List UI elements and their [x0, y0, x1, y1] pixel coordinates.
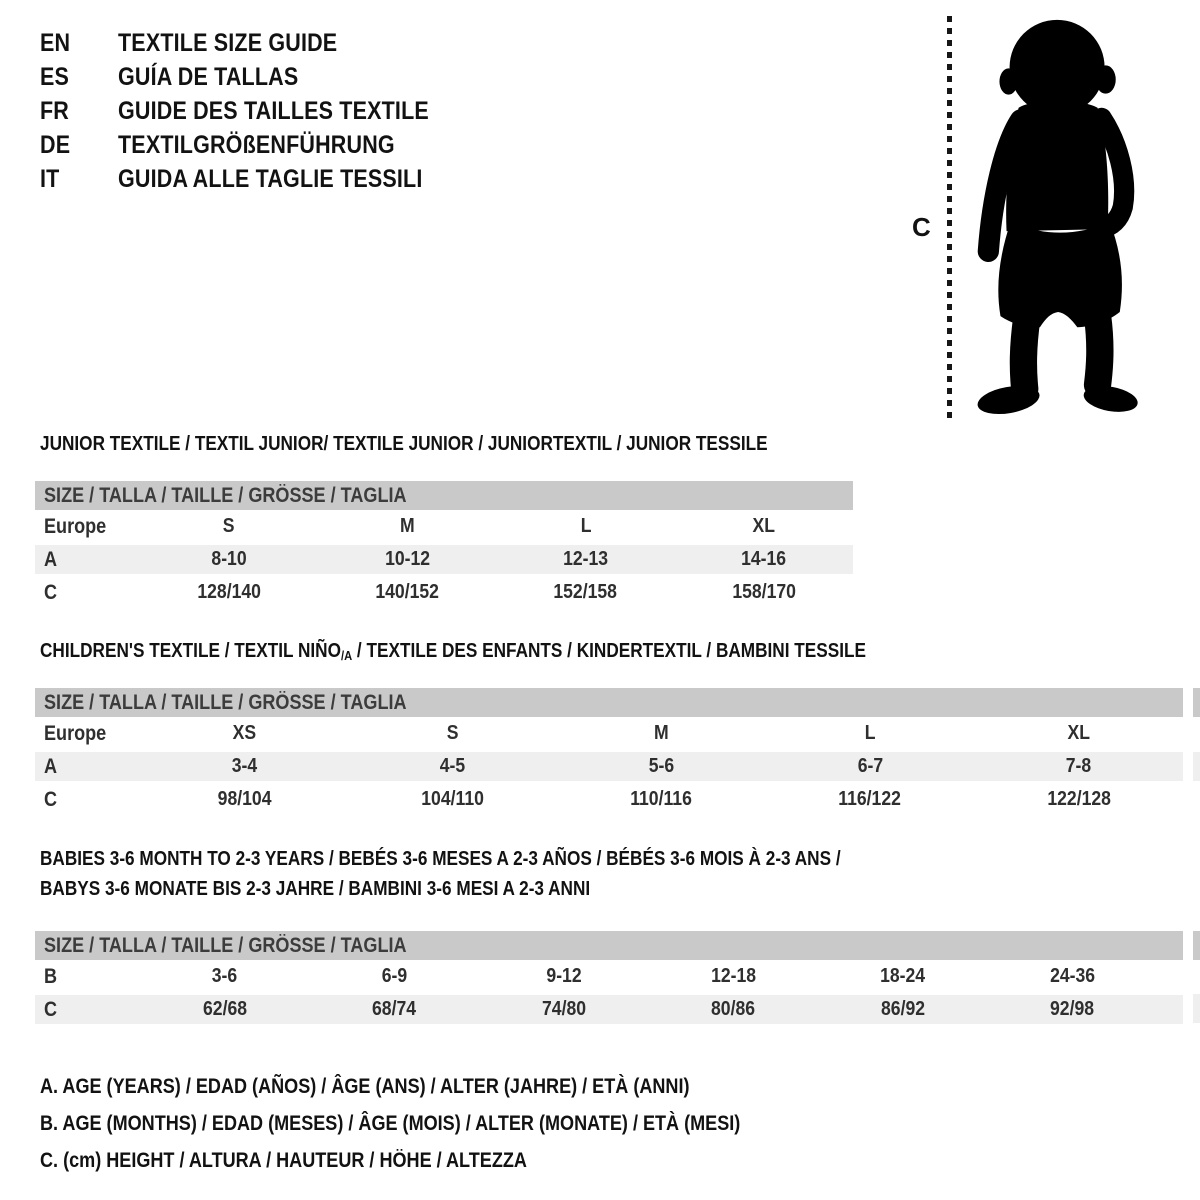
- height-marker-label: C: [912, 212, 931, 242]
- cropped-table-edge: [1193, 994, 1200, 1023]
- table-cell: 4-5: [440, 755, 466, 777]
- babies-row-height-cm: [35, 993, 1183, 1026]
- row-label: C: [44, 997, 58, 1021]
- babies-size-header-bar: SIZE / TALLA / TAILLE / GRÖSSE / TAGLIA: [35, 931, 1183, 960]
- junior-row-height-cm: [35, 576, 853, 609]
- guide-title-en: TEXTILE SIZE GUIDE: [118, 28, 338, 57]
- table-cell: 116/122: [838, 788, 902, 810]
- table-cell: 128/140: [197, 581, 261, 603]
- children-row-europe: [35, 717, 1183, 750]
- table-cell: 86/92: [880, 998, 925, 1020]
- table-cell: 12-13: [563, 548, 609, 570]
- cropped-table-edge: [1193, 931, 1200, 960]
- table-cell: 110/116: [630, 788, 693, 810]
- table-cell: S: [447, 722, 459, 744]
- row-label: A: [44, 547, 58, 571]
- table-cell: 98/104: [217, 788, 272, 810]
- table-cell: 24-36: [1049, 965, 1095, 987]
- language-code: IT: [40, 164, 60, 193]
- children-size-header-bar: SIZE / TALLA / TAILLE / GRÖSSE / TAGLIA: [35, 688, 1183, 717]
- table-cell: 9-12: [546, 965, 582, 987]
- babies-size-table: [35, 931, 1183, 1026]
- babies-row-age-months: [35, 960, 1183, 993]
- legend-line-a: A. AGE (YEARS) / EDAD (AÑOS) / ÂGE (ANS) / ALTER (JAHRE) / ETÀ (ANNI): [40, 1074, 690, 1098]
- table-cell: XL: [1067, 722, 1090, 744]
- language-code: FR: [40, 96, 70, 125]
- table-cell: 104/110: [421, 788, 485, 810]
- table-cell: 92/98: [1050, 998, 1095, 1020]
- language-row-en: [40, 26, 480, 60]
- babies-section-title: [40, 844, 971, 904]
- cropped-table-edge: [1193, 752, 1200, 781]
- table-cell: 7-8: [1065, 755, 1092, 777]
- table-cell: 68/74: [372, 998, 417, 1020]
- junior-size-table: [35, 481, 853, 609]
- table-cell: 158/170: [732, 581, 796, 603]
- language-row-de: [40, 128, 480, 162]
- children-row-height-cm: [35, 783, 1183, 816]
- height-measure-dashed-line: [947, 16, 952, 418]
- table-cell: 12-18: [710, 965, 756, 987]
- table-cell: XS: [232, 722, 257, 744]
- guide-title-de: TEXTILGRÖßENFÜHRUNG: [118, 130, 395, 159]
- row-label: C: [44, 580, 58, 604]
- table-cell: M: [400, 515, 415, 537]
- table-cell: XL: [752, 515, 776, 537]
- table-cell: 140/152: [375, 581, 440, 603]
- babies-title-line2: BABYS 3-6 MONATE BIS 2-3 JAHRE / BAMBINI 3-6 MESI A 2-3 ANNI: [40, 878, 591, 900]
- row-label: C: [44, 787, 58, 811]
- language-code: ES: [40, 62, 70, 91]
- guide-title-fr: GUIDE DES TAILLES TEXTILE: [118, 96, 429, 125]
- babies-title-line1: BABIES 3-6 MONTH TO 2-3 YEARS / BEBÉS 3-6 MESES A 2-3 AÑOS / BÉBÉS 3-6 MOIS À 2-3 ANS /: [40, 848, 841, 870]
- table-cell: L: [580, 515, 592, 537]
- language-row-es: [40, 60, 480, 94]
- table-cell: 14-16: [741, 548, 787, 570]
- guide-title-it: GUIDA ALLE TAGLIE TESSILI: [118, 164, 423, 193]
- table-cell: S: [223, 515, 235, 537]
- row-label: Europe: [44, 514, 107, 538]
- table-cell: 5-6: [648, 755, 675, 777]
- table-cell: 3-4: [231, 755, 258, 777]
- abc-legend: [40, 1068, 854, 1179]
- table-cell: 18-24: [880, 965, 926, 987]
- cropped-table-edge: [1193, 688, 1200, 717]
- junior-row-age-years: [35, 543, 853, 576]
- junior-row-europe: [35, 510, 853, 543]
- language-row-it: [40, 162, 480, 196]
- table-cell: 152/158: [553, 581, 618, 603]
- table-cell: 62/68: [202, 998, 247, 1020]
- toddler-silhouette-icon: [958, 14, 1140, 420]
- language-code: DE: [40, 130, 71, 159]
- children-row-age-years: [35, 750, 1183, 783]
- legend-line-b: B. AGE (MONTHS) / EDAD (MESES) / ÂGE (MOIS) / ALTER (MONATE) / ETÀ (MESI): [40, 1111, 741, 1135]
- table-cell: 8-10: [211, 548, 247, 570]
- table-cell: 80/86: [711, 998, 756, 1020]
- language-code: EN: [40, 28, 71, 57]
- children-size-table: [35, 688, 1183, 816]
- junior-section-title: JUNIOR TEXTILE / TEXTIL JUNIOR/ TEXTILE JUNIOR / JUNIORTEXTIL / JUNIOR TESSILE: [40, 433, 768, 455]
- table-cell: M: [654, 722, 669, 744]
- row-label: A: [44, 754, 58, 778]
- legend-line-c: C. (cm) HEIGHT / ALTURA / HAUTEUR / HÖHE / ALTEZZA: [40, 1148, 527, 1172]
- junior-size-header-bar: SIZE / TALLA / TAILLE / GRÖSSE / TAGLIA: [35, 481, 853, 510]
- table-cell: L: [864, 722, 876, 744]
- children-section-title: CHILDREN'S TEXTILE / TEXTIL NIÑO/A / TEXTILE DES ENFANTS / KINDERTEXTIL / BAMBINI TESSILE: [40, 640, 866, 663]
- guide-title-es: GUÍA DE TALLAS: [118, 62, 299, 91]
- row-label: Europe: [44, 721, 107, 745]
- table-cell: 6-7: [857, 755, 883, 777]
- nino-a-subscript: /A: [340, 648, 353, 663]
- table-cell: 6-9: [381, 965, 407, 987]
- language-row-fr: [40, 94, 480, 128]
- table-cell: 122/128: [1046, 788, 1111, 810]
- row-label: B: [44, 964, 58, 988]
- table-cell: 74/80: [541, 998, 586, 1020]
- table-cell: 3-6: [212, 965, 238, 987]
- table-cell: 10-12: [384, 548, 430, 570]
- language-title-block: [40, 26, 480, 196]
